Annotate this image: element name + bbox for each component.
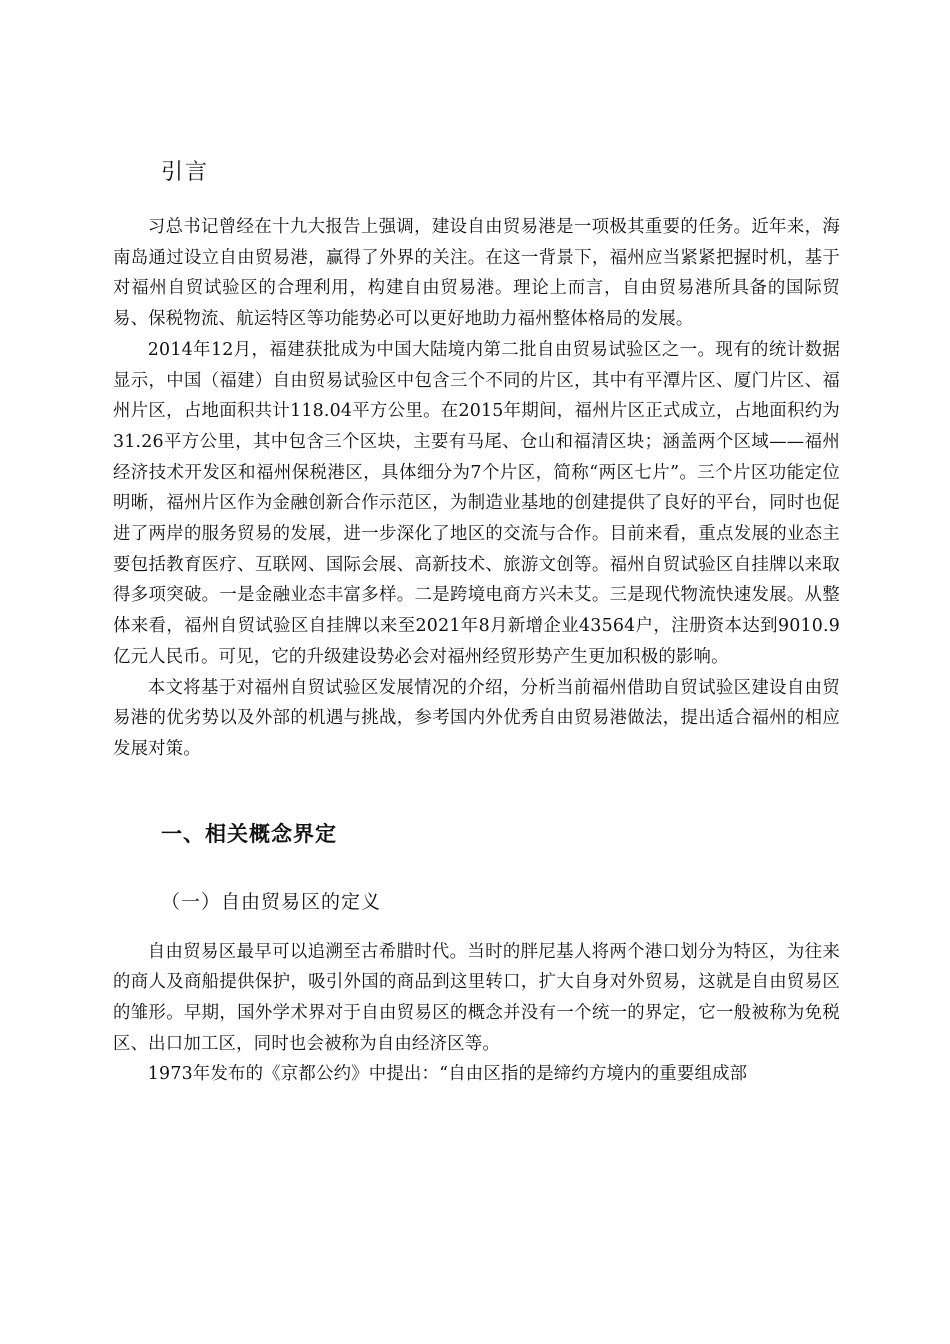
intro-paragraph-3: 本文将基于对福州自贸试验区发展情况的介绍，分析当前福州借助自贸试验区建设自由贸易港的优劣势以及外部的机遇与挑战，参考国内外优秀自由贸易港做法，提出适合福州的相应发展对策。 [113,677,840,759]
subsection-1-heading: （一）自由贸易区的定义 [161,890,382,913]
intro-paragraph-1: 习总书记曾经在十九大报告上强调，建设自由贸易港是一项极其重要的任务。近年来，海南岛通过设立自由贸易港，赢得了外界的关注。在这一背景下，福州应当紧紧把握时机，基于对福州自贸试验区的合理利用，构建自由贸易港。理论上而言，自由贸易港所具备的国际贸易、保税物流、航运特区等功能势必可以更好地助力福州整体格局的发展。 [113,217,840,330]
intro-heading: 引言 [161,160,210,185]
subsection-1-paragraph-1: 自由贸易区最早可以追溯至古希腊时代。当时的胖尼基人将两个港口划分为特区，为往来的商人及商船提供保护，吸引外国的商品到这里转口，扩大自身对外贸易，这就是自由贸易区的雏形。早期，国外学术界对于自由贸易区的概念并没有一个统一的界定，它一般被称为免税区、出口加工区，同时也会被称为自由经济区等。 [113,941,840,1054]
section-1-heading: 一、相关概念界定 [161,821,337,846]
document-body [113,158,840,1090]
intro-paragraph-2: 2014年12月，福建获批成为中国大陆境内第二批自由贸易试验区之一。现有的统计数据显示，中国（福建）自由贸易试验区中包含三个不同的片区，其中有平潭片区、厦门片区、福州片区，占地面积共计118.04平方公里。在2015年期间，福州片区正式成立，占地面积约为31.26平方公里，其中包含三个区块，主要有马尾、仓山和福清区块；涵盖两个区域——福州经济技术开发区和福州保税港区，具体细分为7个片区，简称“两区七片”。三个片区功能定位明晰，福州片区作为金融创新合作示范区，为制造业基地的创建提供了良好的平台，同时也促进了两岸的服务贸易的发展，进一步深化了地区的交流与合作。目前来看，重点发展的业态主要包括教育医疗、互联网、国际会展、高新技术、旅游文创等。福州自贸试验区自挂牌以来取得多项突破。一是金融业态丰富多样。二是跨境电商方兴未艾。三是现代物流快速发展。从整体来看，福州自贸试验区自挂牌以来至2021年8月新增企业43564户，注册资本达到9010.9亿元人民币。可见，它的升级建设势必会对福州经贸形势产生更加积极的影响。 [113,339,840,667]
subsection-1-paragraph-2: 1973年发布的《京都公约》中提出：“自由区指的是缔约方境内的重要组成部 [147,1064,748,1085]
